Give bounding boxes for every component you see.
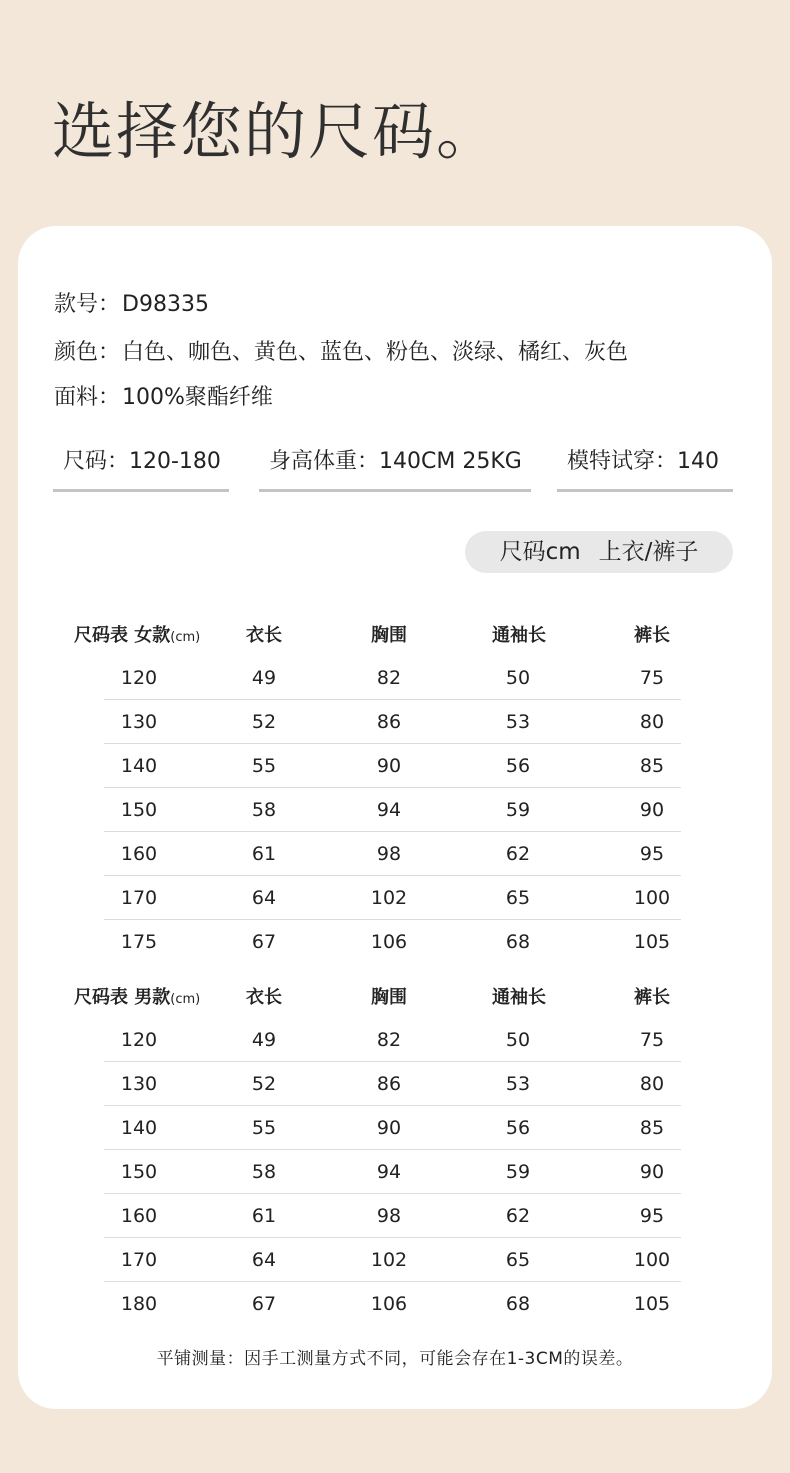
colors-label: 颜色：	[54, 340, 121, 365]
size-range-box: 尺码：120-180	[53, 438, 229, 492]
table-cell: 75	[639, 1029, 665, 1051]
unit-pill-left: 尺码cm	[499, 539, 581, 565]
table-cell: 80	[639, 711, 665, 733]
table-cell: 56	[505, 755, 531, 777]
table-cell: 180	[120, 1293, 158, 1315]
table-cell: 106	[370, 931, 408, 953]
height-weight-box: 身高体重：140CM 25KG	[259, 438, 531, 492]
table-cell: 65	[505, 1249, 531, 1271]
table-row	[104, 832, 681, 876]
table-cell: 61	[251, 1205, 277, 1227]
column-header: 衣长	[246, 987, 282, 1008]
size-card	[18, 226, 772, 1409]
table-row	[104, 656, 681, 700]
table-cell: 150	[120, 1161, 158, 1183]
table-cell: 64	[251, 1249, 277, 1271]
table-cell: 98	[376, 1205, 402, 1227]
table-cell: 130	[120, 711, 158, 733]
column-header: 通袖长	[492, 987, 546, 1008]
table-cell: 80	[639, 1073, 665, 1095]
colors-value: 白色、咖色、黄色、蓝色、粉色、淡绿、橘红、灰色	[122, 340, 629, 365]
table-header	[18, 978, 772, 1018]
table-row	[104, 876, 681, 920]
table-body	[104, 1018, 681, 1326]
table-cell: 90	[376, 755, 402, 777]
table-title-unit: (cm)	[170, 992, 201, 1007]
table-row	[104, 1150, 681, 1194]
table-cell: 86	[376, 711, 402, 733]
table-cell: 49	[251, 1029, 277, 1051]
table-cell: 55	[251, 1117, 277, 1139]
table-cell: 65	[505, 887, 531, 909]
style-number	[54, 290, 209, 320]
table-cell: 82	[376, 1029, 402, 1051]
table-title	[74, 616, 200, 658]
size-table-women	[18, 616, 772, 964]
table-cell: 120	[120, 667, 158, 689]
table-cell: 50	[505, 1029, 531, 1051]
table-cell: 85	[639, 1117, 665, 1139]
model-size-box: 模特试穿：140	[557, 438, 733, 492]
table-title-unit: (cm)	[170, 630, 201, 645]
table-cell: 85	[639, 755, 665, 777]
table-cell: 160	[120, 1205, 158, 1227]
table-cell: 175	[120, 931, 158, 953]
table-row	[104, 1194, 681, 1238]
table-cell: 55	[251, 755, 277, 777]
table-cell: 105	[633, 931, 671, 953]
column-header: 胸围	[371, 987, 407, 1008]
table-cell: 58	[251, 799, 277, 821]
table-cell: 68	[505, 1293, 531, 1315]
table-cell: 100	[633, 1249, 671, 1271]
table-cell: 62	[505, 843, 531, 865]
table-cell: 75	[639, 667, 665, 689]
table-title	[74, 978, 200, 1020]
table-row	[104, 1106, 681, 1150]
table-cell: 90	[639, 799, 665, 821]
table-cell: 68	[505, 931, 531, 953]
fabric	[54, 383, 273, 413]
table-row	[104, 788, 681, 832]
table-cell: 59	[505, 1161, 531, 1183]
table-cell: 170	[120, 887, 158, 909]
size-table-men	[18, 978, 772, 1326]
table-cell: 100	[633, 887, 671, 909]
table-cell: 90	[639, 1161, 665, 1183]
measurement-footnote: 平铺测量：因手工测量方式不同，可能会存在1-3CM的误差。	[156, 1349, 634, 1369]
table-cell: 62	[505, 1205, 531, 1227]
table-cell: 82	[376, 667, 402, 689]
table-row	[104, 920, 681, 964]
style-number-label: 款号：	[54, 292, 121, 317]
table-title-text: 尺码表 男款	[74, 987, 171, 1008]
table-cell: 67	[251, 1293, 277, 1315]
table-cell: 150	[120, 799, 158, 821]
column-header: 衣长	[246, 625, 282, 646]
table-title-text: 尺码表 女款	[74, 625, 171, 646]
table-cell: 105	[633, 1293, 671, 1315]
table-cell: 52	[251, 711, 277, 733]
fabric-label: 面料：	[54, 385, 121, 410]
table-cell: 59	[505, 799, 531, 821]
table-cell: 49	[251, 667, 277, 689]
table-cell: 140	[120, 1117, 158, 1139]
table-cell: 67	[251, 931, 277, 953]
table-cell: 86	[376, 1073, 402, 1095]
table-cell: 52	[251, 1073, 277, 1095]
table-row	[104, 1062, 681, 1106]
table-cell: 170	[120, 1249, 158, 1271]
fabric-value: 100%聚酯纤维	[122, 385, 273, 410]
table-cell: 106	[370, 1293, 408, 1315]
table-cell: 140	[120, 755, 158, 777]
table-row	[104, 1282, 681, 1326]
unit-pill-right: 上衣/裤子	[598, 539, 699, 565]
table-cell: 94	[376, 1161, 402, 1183]
table-cell: 102	[370, 887, 408, 909]
table-cell: 53	[505, 711, 531, 733]
style-number-value: D98335	[122, 292, 209, 317]
table-cell: 64	[251, 887, 277, 909]
table-cell: 90	[376, 1117, 402, 1139]
table-row	[104, 1018, 681, 1062]
table-cell: 61	[251, 843, 277, 865]
table-row	[104, 744, 681, 788]
column-header: 胸围	[371, 625, 407, 646]
table-row	[104, 1238, 681, 1282]
table-header	[18, 616, 772, 656]
column-header: 裤长	[634, 987, 670, 1008]
column-header: 通袖长	[492, 625, 546, 646]
column-header: 裤长	[634, 625, 670, 646]
table-cell: 58	[251, 1161, 277, 1183]
table-cell: 56	[505, 1117, 531, 1139]
table-cell: 130	[120, 1073, 158, 1095]
page-title: 选择您的尺码。	[52, 95, 501, 168]
table-row	[104, 700, 681, 744]
table-cell: 50	[505, 667, 531, 689]
table-cell: 98	[376, 843, 402, 865]
table-cell: 120	[120, 1029, 158, 1051]
unit-pill	[465, 531, 733, 573]
table-cell: 102	[370, 1249, 408, 1271]
colors	[54, 338, 628, 368]
table-body	[104, 656, 681, 964]
table-cell: 94	[376, 799, 402, 821]
table-cell: 95	[639, 843, 665, 865]
table-cell: 95	[639, 1205, 665, 1227]
table-cell: 160	[120, 843, 158, 865]
table-cell: 53	[505, 1073, 531, 1095]
